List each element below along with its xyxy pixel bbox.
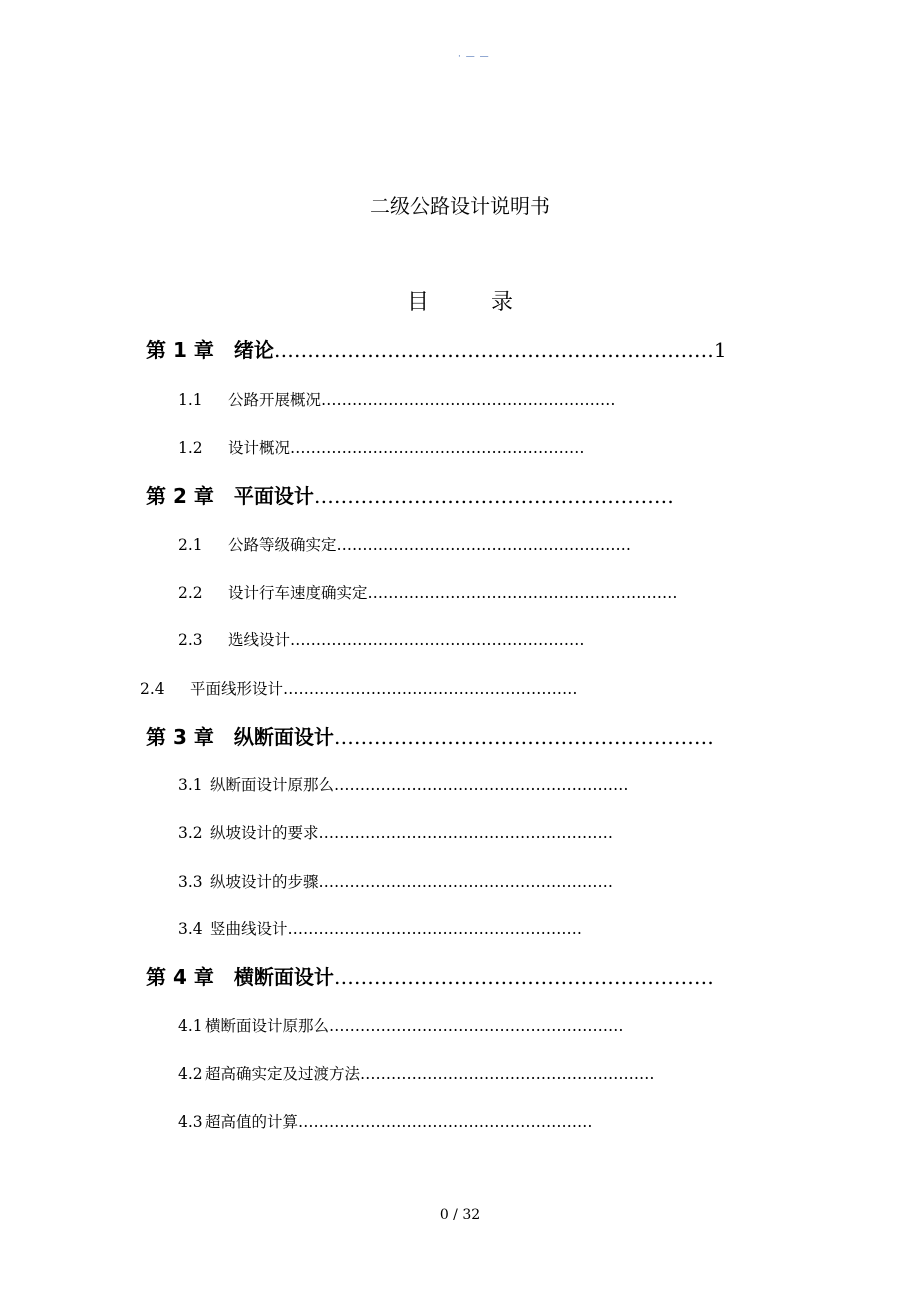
toc-leader: ………………………………………………… bbox=[336, 536, 632, 554]
toc-chapter-label: 第 3 章 纵断面设计 bbox=[146, 725, 334, 749]
toc-section-text: 纵断面设计原那么 bbox=[210, 776, 335, 794]
toc-heading-char-2: 录 bbox=[491, 290, 514, 315]
toc-leader: ………………………………………………… bbox=[333, 725, 714, 749]
toc-chapter-3[interactable] bbox=[146, 721, 714, 750]
toc-section-1-2[interactable] bbox=[178, 436, 585, 458]
toc-leader: ………………………………………………… bbox=[298, 1113, 593, 1131]
page-counter: 0 / 32 bbox=[439, 1207, 481, 1223]
toc-section-text: 超高确实定及过渡方法 bbox=[205, 1065, 361, 1083]
toc-chapter-label: 第 1 章 绪论 bbox=[146, 338, 274, 362]
toc-leader: ………………………………………………… bbox=[283, 680, 578, 698]
toc-leader: ………………………………………………… bbox=[290, 439, 585, 457]
toc-heading-char-1: 目 bbox=[406, 290, 429, 315]
toc-section-text: 竖曲线设计 bbox=[210, 920, 288, 938]
toc-leader: ………………………………………………… bbox=[329, 1017, 624, 1035]
toc-section-3-4[interactable] bbox=[178, 917, 582, 939]
toc-section-2-4[interactable] bbox=[140, 677, 578, 699]
toc-section-text: 横断面设计原那么 bbox=[205, 1017, 330, 1035]
toc-section-text: 纵坡设计的步骤 bbox=[210, 873, 319, 891]
toc-section-text: 超高值的计算 bbox=[205, 1113, 299, 1131]
toc-section-number: 2.1 bbox=[178, 536, 203, 554]
toc-section-text: 公路开展概况 bbox=[228, 391, 322, 409]
toc-section-text: 平面线形设计 bbox=[190, 680, 284, 698]
toc-section-number: 2.4 bbox=[140, 680, 165, 698]
toc-leader: ………………………………………………… bbox=[333, 965, 714, 989]
toc-leader: ………………………………………………… bbox=[318, 824, 614, 842]
toc-section-4-2[interactable] bbox=[178, 1062, 655, 1084]
toc-chapter-2[interactable] bbox=[146, 480, 674, 509]
toc-leader: ………………………………………………… bbox=[318, 873, 614, 891]
toc-section-text: 设计行车速度确实定 bbox=[228, 584, 368, 602]
toc-section-number: 4.3 bbox=[178, 1113, 203, 1131]
toc-leader: ………………………………………………… bbox=[334, 776, 629, 794]
toc-section-3-3[interactable] bbox=[178, 870, 613, 892]
toc-section-number: 3.2 bbox=[178, 824, 203, 842]
toc-section-text: 选线设计 bbox=[228, 631, 291, 649]
toc-section-number: 1.1 bbox=[178, 391, 203, 409]
toc-section-text: 公路等级确实定 bbox=[228, 536, 337, 554]
toc-section-text: 纵坡设计的要求 bbox=[210, 824, 319, 842]
toc-section-number: 2.3 bbox=[178, 631, 203, 649]
toc-page-number: 1 bbox=[713, 338, 727, 362]
toc-section-number: 3.1 bbox=[178, 776, 203, 794]
toc-section-2-1[interactable] bbox=[178, 533, 631, 555]
toc-section-1-1[interactable] bbox=[178, 388, 616, 410]
toc-section-2-3[interactable] bbox=[178, 628, 585, 650]
toc-chapter-4[interactable] bbox=[146, 961, 714, 990]
toc-section-number: 4.2 bbox=[178, 1065, 203, 1083]
toc-leader: ………………………………………………… bbox=[321, 391, 616, 409]
toc-section-number: 3.3 bbox=[178, 873, 203, 891]
toc-leader: ………………………………………………… bbox=[287, 920, 583, 938]
toc-section-number: 4.1 bbox=[178, 1017, 203, 1035]
toc-section-4-1[interactable] bbox=[178, 1014, 624, 1036]
toc-section-3-2[interactable] bbox=[178, 821, 613, 843]
toc-section-number: 1.2 bbox=[178, 439, 203, 457]
toc-leader: ………………………………………………… bbox=[290, 631, 585, 649]
toc-leader: …………………………………………………… bbox=[367, 584, 678, 602]
toc-section-3-1[interactable] bbox=[178, 773, 629, 795]
toc-chapter-label: 第 4 章 横断面设计 bbox=[146, 965, 334, 989]
header-mark: · — — bbox=[458, 52, 490, 62]
toc-section-4-3[interactable] bbox=[178, 1110, 593, 1132]
toc-section-2-2[interactable] bbox=[178, 581, 678, 603]
toc-chapter-label: 第 2 章 平面设计 bbox=[146, 484, 314, 508]
toc-chapter-1[interactable] bbox=[146, 334, 727, 363]
toc-leader: ………………………………………………… bbox=[360, 1065, 655, 1083]
toc-section-number: 3.4 bbox=[178, 920, 203, 938]
toc-leader: ……………………………………………… bbox=[313, 484, 674, 508]
toc-section-number: 2.2 bbox=[178, 584, 203, 602]
toc-leader: ………………………………………………………… bbox=[273, 338, 714, 362]
toc-heading bbox=[0, 285, 920, 316]
toc-section-text: 设计概况 bbox=[228, 439, 291, 457]
document-title: 二级公路设计说明书 bbox=[370, 194, 550, 218]
